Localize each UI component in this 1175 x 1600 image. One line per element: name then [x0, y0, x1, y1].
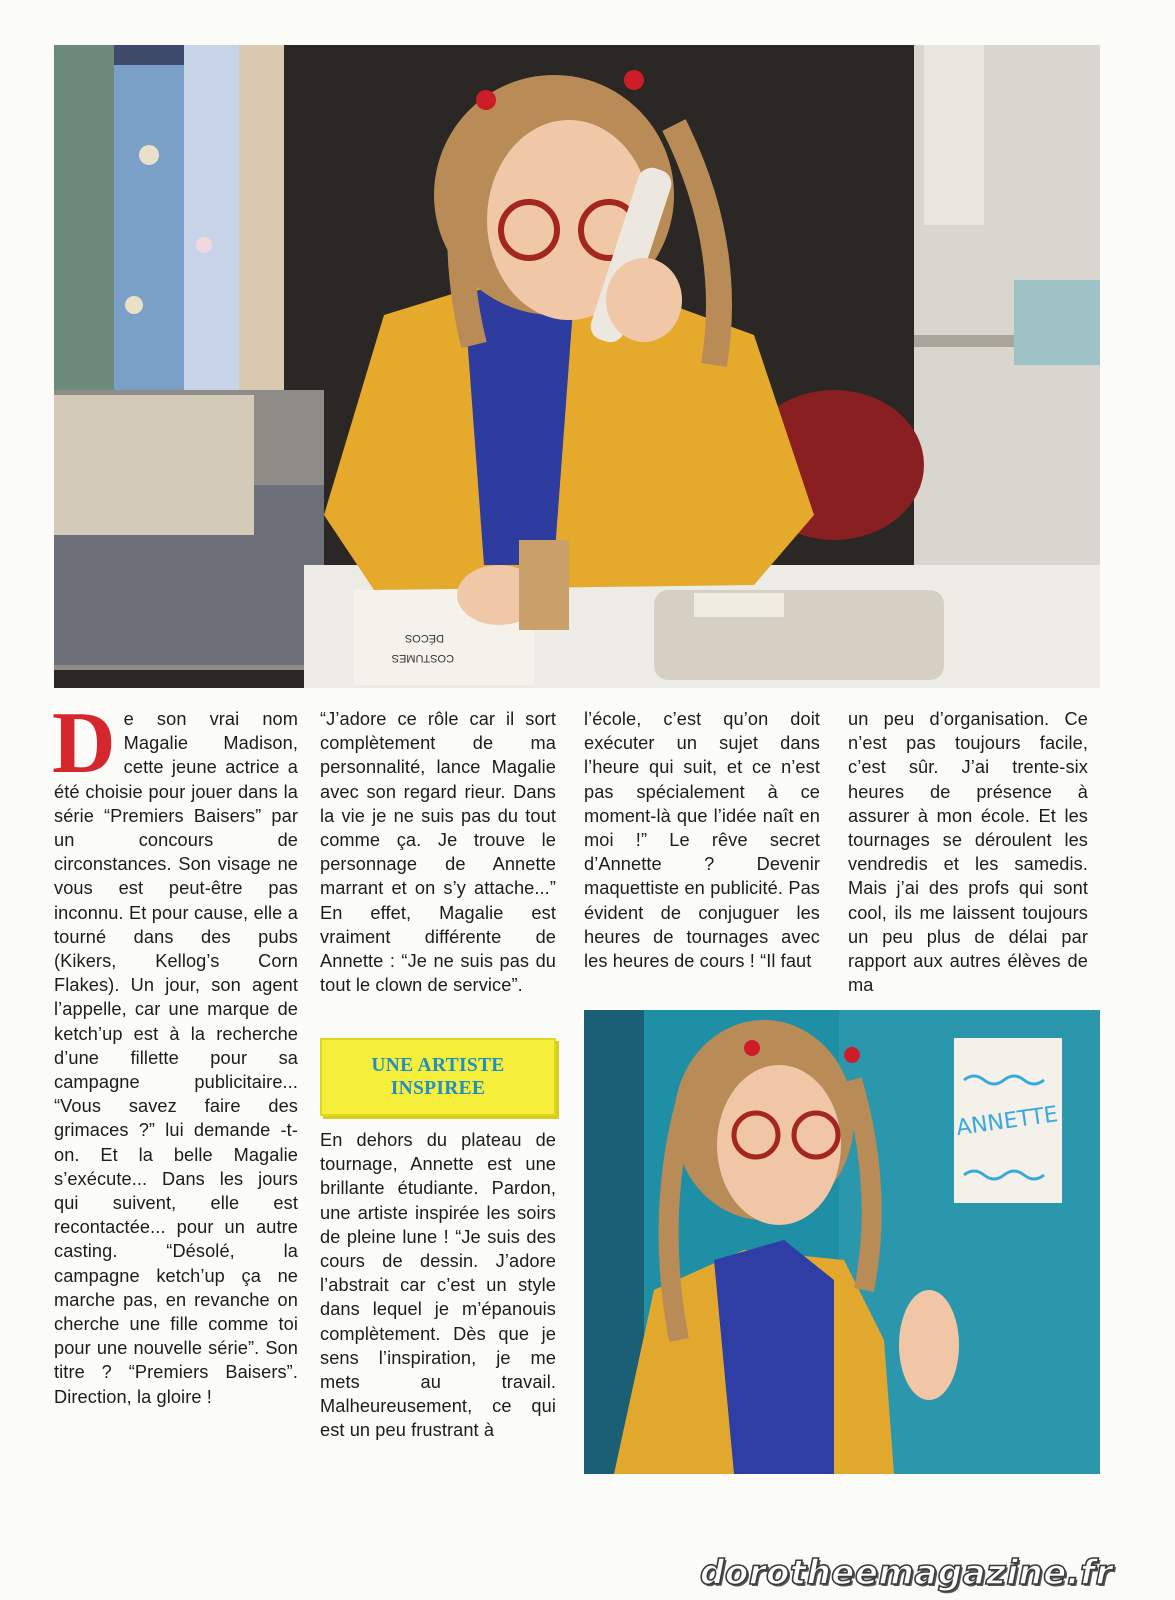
article-column-2-continued: En dehors du plateau de tournage, Annette est une brillante étudiante. Pardon, une artiste inspirée les soirs de pleine lune ! “Je suis des cours de dessin. J’adore l’abstrait car c’est un style dans lequel je m’épanouis complètement. Dès que je sens l’inspiration, je me mets au travail. Malheureusement, ce qui est un peu frustrant à — [320, 1130, 556, 1441]
drop-cap: D — [52, 695, 116, 792]
door-sign-text: ANNETTE — [954, 1102, 1060, 1142]
article-column-2: “J’adore ce rôle car il sort complètement de ma personnalité, lance Magalie avec son regard rieur. Dans la vie je ne suis pas du tout comme ça. Je trouve le personnage de Annette marrant et on s’y attache...” En effet, Magalie est vraiment différente de Annette : “Je ne suis pas du tout le clown de service”. — [320, 709, 556, 996]
paper-label-1: DÉCOS — [404, 632, 444, 644]
site-watermark: dorotheemagazine.fr — [700, 1553, 1113, 1593]
section-heading-box — [320, 1038, 556, 1116]
bottom-photo — [584, 1010, 1100, 1474]
article-column-3: l’école, c’est qu’on doit exécuter un sujet dans l’heure qui suit, et ce n’est pas spécialement à ce moment-là que l’idée naît en moi !” Le rêve secret d’Annette ? Devenir maquettiste en publicité. Pas évident de conjuguer les heures de tournages avec les heures de cours ! “Il faut — [584, 709, 820, 972]
article-column-1 — [52, 695, 298, 1409]
article-column-4: un peu d’organisation. Ce n’est pas toujours facile, c’est sûr. J’ai trente-six heures de présence à assurer à mon école. Et les tournages se déroulent les vendredis et les samedis. Mais j’ai des profs qui sont cool, ils me laissent toujours un peu plus de délai par rapport aux autres élèves de ma — [848, 709, 1088, 996]
section-heading: UNE ARTISTE INSPIREE — [371, 1055, 505, 1099]
paper-label-2: COSTUMES — [391, 652, 454, 664]
top-photo — [54, 45, 1100, 688]
column-1-text: e son vrai nom Magalie Madison, cette jeune actrice a été choisie pour jouer dans la série “Premiers Baisers” par un concours de circonstances. Son visage ne vous est peut-être pas inconnu. Et pour cause, elle a tourné dans des pubs (Kikers, Kellog’s Corn Flakes). Un jour, son agent l’appelle, car une marque de ketch’up est à la recherche d’une fillette pour sa campagne publicitaire... “Vous savez faire des grimaces ?” lui demande -t-on. Et la belle Magalie s’exécute... Dans les jours qui suivent, elle est recontactée... pour un autre casting. “Désolé, la campagne ketch’up ça ne marche pas, en revanche on cherche une fille comme toi pour une nouvelle série”. Son titre ? “Premiers Baisers”. Direction, la gloire ! — [54, 709, 298, 1407]
